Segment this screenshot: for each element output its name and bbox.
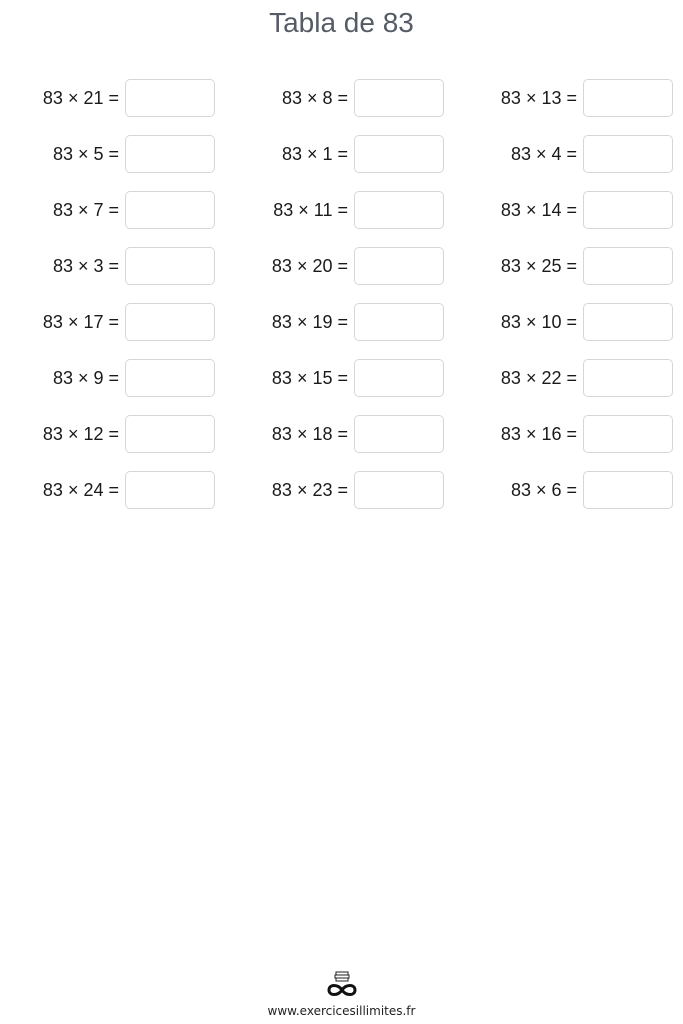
equation-label: 83 × 19 = bbox=[271, 311, 348, 332]
infinity-books-icon bbox=[324, 970, 360, 1000]
exercise-item bbox=[0, 302, 215, 342]
exercise-item bbox=[0, 414, 215, 454]
exercise-row bbox=[0, 414, 683, 470]
answer-input[interactable] bbox=[125, 359, 215, 397]
answer-input[interactable] bbox=[354, 359, 444, 397]
answer-input[interactable] bbox=[583, 247, 673, 285]
answer-input[interactable] bbox=[583, 415, 673, 453]
equation-label: 83 × 8 = bbox=[281, 87, 348, 108]
answer-input[interactable] bbox=[583, 191, 673, 229]
page-title: Tabla de 83 bbox=[269, 7, 414, 38]
answer-input[interactable] bbox=[125, 135, 215, 173]
answer-input[interactable] bbox=[125, 191, 215, 229]
answer-input[interactable] bbox=[125, 415, 215, 453]
exercise-item bbox=[0, 78, 215, 118]
exercise-item bbox=[458, 134, 673, 174]
exercise-item bbox=[0, 246, 215, 286]
equation-label: 83 × 9 = bbox=[52, 367, 119, 388]
exercise-item bbox=[229, 78, 444, 118]
exercise-item bbox=[458, 78, 673, 118]
exercise-row bbox=[0, 78, 683, 134]
site-url: www.exercicesillimites.fr bbox=[267, 1004, 416, 1018]
equation-label: 83 × 4 = bbox=[510, 143, 577, 164]
equation-label: 83 × 11 = bbox=[273, 199, 348, 220]
exercise-item bbox=[458, 246, 673, 286]
answer-input[interactable] bbox=[583, 79, 673, 117]
equation-label: 83 × 15 = bbox=[271, 367, 348, 388]
answer-input[interactable] bbox=[354, 303, 444, 341]
equation-label: 83 × 18 = bbox=[271, 423, 348, 444]
equation-label: 83 × 20 = bbox=[271, 255, 348, 276]
exercise-item bbox=[229, 190, 444, 230]
equation-label: 83 × 22 = bbox=[500, 367, 577, 388]
answer-input[interactable] bbox=[354, 79, 444, 117]
answer-input[interactable] bbox=[354, 191, 444, 229]
exercise-row bbox=[0, 190, 683, 246]
equation-label: 83 × 23 = bbox=[271, 479, 348, 500]
exercise-grid bbox=[0, 78, 683, 526]
answer-input[interactable] bbox=[583, 303, 673, 341]
exercise-item bbox=[458, 414, 673, 454]
exercise-row bbox=[0, 302, 683, 358]
equation-label: 83 × 7 = bbox=[52, 199, 119, 220]
exercise-item bbox=[229, 134, 444, 174]
exercise-item bbox=[229, 358, 444, 398]
exercise-item bbox=[0, 190, 215, 230]
equation-label: 83 × 17 = bbox=[42, 311, 119, 332]
equation-label: 83 × 12 = bbox=[42, 423, 119, 444]
equation-label: 83 × 3 = bbox=[52, 255, 119, 276]
answer-input[interactable] bbox=[354, 415, 444, 453]
answer-input[interactable] bbox=[354, 471, 444, 509]
equation-label: 83 × 14 = bbox=[500, 199, 577, 220]
exercise-item bbox=[0, 358, 215, 398]
exercise-item bbox=[458, 302, 673, 342]
exercise-row bbox=[0, 246, 683, 302]
equation-label: 83 × 16 = bbox=[500, 423, 577, 444]
exercise-item bbox=[229, 470, 444, 510]
answer-input[interactable] bbox=[125, 247, 215, 285]
answer-input[interactable] bbox=[125, 303, 215, 341]
page-footer bbox=[0, 964, 683, 1024]
equation-label: 83 × 1 = bbox=[281, 143, 348, 164]
exercise-item bbox=[458, 358, 673, 398]
exercise-item bbox=[458, 190, 673, 230]
exercise-row bbox=[0, 134, 683, 190]
answer-input[interactable] bbox=[583, 471, 673, 509]
equation-label: 83 × 6 = bbox=[510, 479, 577, 500]
answer-input[interactable] bbox=[125, 79, 215, 117]
answer-input[interactable] bbox=[583, 135, 673, 173]
equation-label: 83 × 24 = bbox=[42, 479, 119, 500]
equation-label: 83 × 13 = bbox=[500, 87, 577, 108]
exercise-item bbox=[229, 302, 444, 342]
exercise-item bbox=[0, 470, 215, 510]
exercise-row bbox=[0, 358, 683, 414]
exercise-item bbox=[0, 134, 215, 174]
equation-label: 83 × 25 = bbox=[500, 255, 577, 276]
answer-input[interactable] bbox=[354, 135, 444, 173]
equation-label: 83 × 21 = bbox=[42, 87, 119, 108]
equation-label: 83 × 5 = bbox=[52, 143, 119, 164]
equation-label: 83 × 10 = bbox=[500, 311, 577, 332]
answer-input[interactable] bbox=[583, 359, 673, 397]
exercise-item bbox=[229, 414, 444, 454]
answer-input[interactable] bbox=[354, 247, 444, 285]
answer-input[interactable] bbox=[125, 471, 215, 509]
exercise-item bbox=[229, 246, 444, 286]
exercise-item bbox=[458, 470, 673, 510]
exercise-row bbox=[0, 470, 683, 526]
